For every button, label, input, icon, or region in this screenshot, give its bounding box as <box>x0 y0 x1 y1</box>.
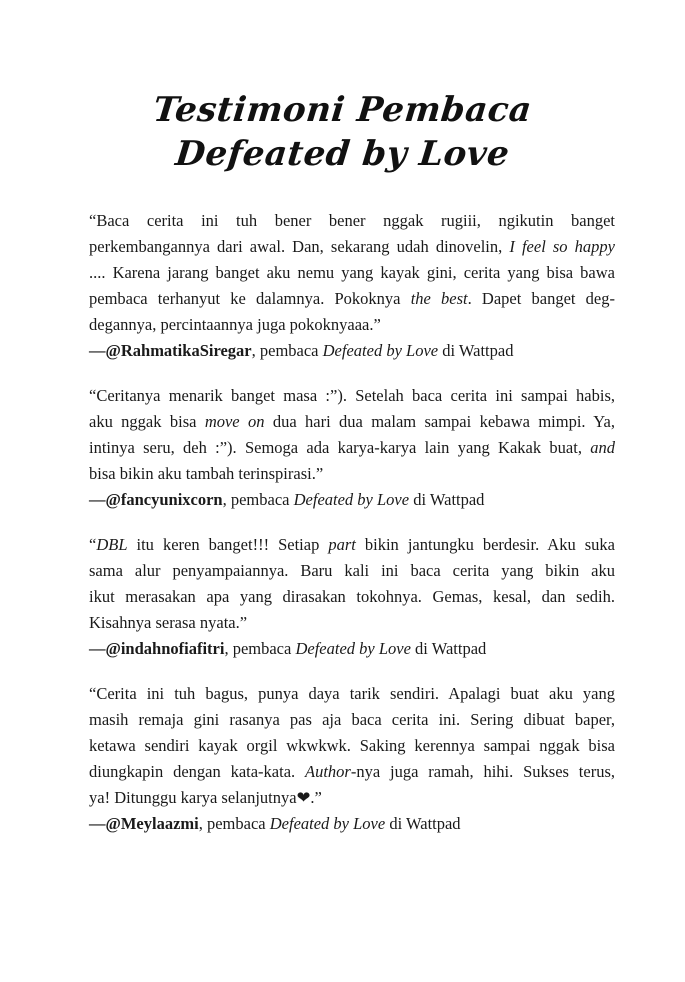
testimonial-attribution <box>89 338 615 364</box>
attribution-dash: — <box>89 639 106 658</box>
testimonial-attribution <box>89 811 615 837</box>
quote-line: ikut merasakan apa yang dirasakan tokohnya. Gemas, kesal, dan sedih. <box>89 587 615 606</box>
book-title: Defeated by Love <box>295 639 411 658</box>
quote-line: “DBL itu keren banget!!! Setiap part bikin jantungku berdesir. Aku suka <box>89 535 615 554</box>
quote-line: masih remaja gini rasanya pas aja baca cerita ini. Sering dibuat baper, <box>89 710 615 729</box>
attribution-text: , pembaca <box>198 814 270 833</box>
attribution-source: di Wattpad <box>438 341 514 360</box>
title-line-1: Testimoni Pembaca <box>151 90 534 130</box>
quote-line: aku nggak bisa move on dua hari dua malam sampai kebawa mimpi. Ya, <box>89 412 615 431</box>
attribution-dash: — <box>89 814 106 833</box>
attribution-source: di Wattpad <box>409 490 485 509</box>
quote-line: perkembangannya dari awal. Dan, sekarang udah dinovelin, I feel so happy <box>89 237 615 256</box>
testimonial-attribution <box>89 487 615 513</box>
attribution-dash: — <box>89 490 106 509</box>
reader-handle: @Meylaazmi <box>105 814 199 833</box>
quote-line: bisa bikin aku tambah terinspirasi.” <box>89 464 324 483</box>
attribution-text: , pembaca <box>251 341 323 360</box>
quote-line: “Ceritanya menarik banget masa :”). Setelah baca cerita ini sampai habis, <box>89 386 615 405</box>
quote-line: “Baca cerita ini tuh bener bener nggak rugiii, ngikutin banget <box>89 211 615 230</box>
attribution-text: , pembaca <box>224 639 296 658</box>
quote-line: diungkapin dengan kata-kata. Author-nya juga ramah, hihi. Sukses terus, <box>89 762 615 781</box>
attribution-source: di Wattpad <box>385 814 461 833</box>
attribution-source: di Wattpad <box>410 639 487 658</box>
testimonial-4 <box>89 681 615 837</box>
testimonial-1 <box>89 208 615 364</box>
book-title: Defeated by Love <box>293 490 410 509</box>
quote-line: ya! Ditunggu karya selanjutnya❤.” <box>89 788 322 807</box>
quote-line: “Cerita ini tuh bagus, punya daya tarik sendiri. Apalagi buat aku yang <box>89 684 615 703</box>
testimonials <box>89 208 615 856</box>
quote-line: pembaca terhanyut ke dalamnya. Pokoknya the best. Dapet banget deg- <box>89 289 615 308</box>
reader-handle: @indahnofiafitri <box>105 639 225 658</box>
quote-line: sama alur penyampaiannya. Baru kali ini baca cerita yang bikin aku <box>89 561 615 580</box>
testimonial-quote <box>89 681 615 811</box>
title-line-2: Defeated by Love <box>173 134 512 174</box>
book-title: Defeated by Love <box>269 814 386 833</box>
quote-line: ketawa sendiri kayak orgil wkwkwk. Saking kerennya sampai nggak bisa <box>89 736 615 755</box>
testimonial-3 <box>89 532 615 662</box>
testimonial-quote <box>89 383 615 487</box>
attribution-text: , pembaca <box>222 490 294 509</box>
quote-line: degannya, percintaannya juga pokoknyaaa.” <box>89 315 381 334</box>
reader-handle: @fancyunixcorn <box>105 490 223 509</box>
book-title: Defeated by Love <box>322 341 439 360</box>
testimonial-quote <box>89 208 615 338</box>
testimonial-quote <box>89 532 615 636</box>
reader-handle: @RahmatikaSiregar <box>105 341 252 360</box>
attribution-dash: — <box>89 341 106 360</box>
testimonial-attribution <box>89 636 615 662</box>
testimonial-2 <box>89 383 615 513</box>
page-title <box>0 88 685 176</box>
quote-line: intinya seru, deh :”). Semoga ada karya-karya lain yang Kakak buat, and <box>89 438 615 457</box>
quote-line: Kisahnya serasa nyata.” <box>89 613 248 632</box>
quote-line: .... Karena jarang banget aku nemu yang kayak gini, cerita yang bisa bawa <box>89 263 615 282</box>
